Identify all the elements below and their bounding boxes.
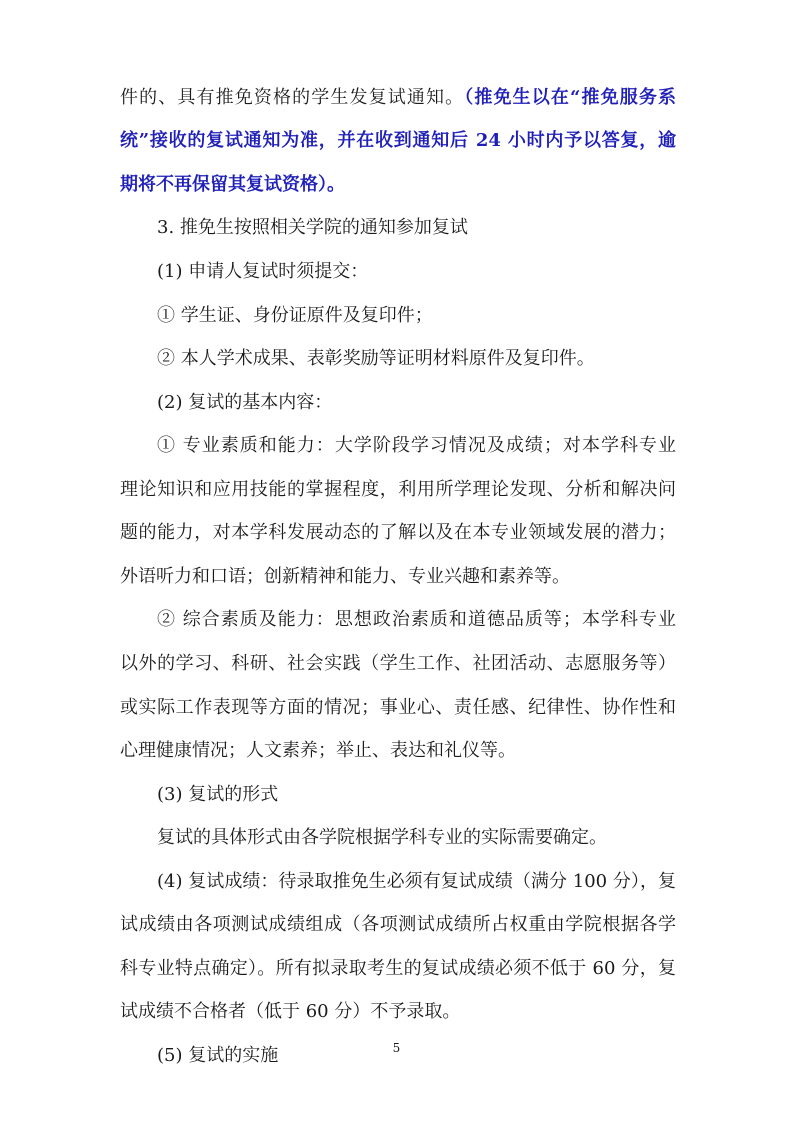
- line-1-highlighted-text: （推免生以在“推免服务系: [464, 87, 676, 108]
- line-1-normal-text: 件的、具有推免资格的学生发复试通知。: [120, 87, 465, 108]
- subheading-2: (2) 复试的基本内容：: [157, 392, 333, 413]
- list-item-2: ② 本人学术成果、表彰奖励等证明材料原件及复印件。: [157, 348, 595, 369]
- paragraph-line-1: [120, 80, 676, 116]
- page-number: 5: [392, 1041, 401, 1055]
- subheading-5: (5) 复试的实施: [157, 1045, 279, 1066]
- paragraph-line-22: 试成绩不合格者（低于 60 分）不予录取。: [120, 1001, 461, 1022]
- paragraph-line-18: 复试的具体形式由各学院根据学科专业的实际需要确定。: [157, 827, 607, 848]
- paragraph-line-21: 科专业特点确定）。所有拟录取考生的复试成绩必须不低于 60 分，复: [120, 958, 676, 979]
- paragraph-line-2: 统”接收的复试通知为准，并在收到通知后 24 小时内予以答复，逾: [120, 130, 676, 151]
- paragraph-line-20: 试成绩由各项测试成绩组成（各项测试成绩所占权重由学院根据各学: [120, 914, 676, 935]
- section-heading-3: 3. 推免生按照相关学院的通知参加复试: [157, 217, 468, 238]
- paragraph-line-16: 心理健康情况；人文素养；举止、表达和礼仪等。: [120, 740, 516, 761]
- list-item-1: ① 学生证、身份证原件及复印件；: [157, 305, 433, 326]
- paragraph-line-12: 外语听力和口语；创新精神和能力、专业兴趣和素养等。: [120, 566, 570, 587]
- subheading-1: (1) 申请人复试时须提交：: [157, 261, 369, 282]
- paragraph-line-11: 题的能力，对本学科发展动态的了解以及在本专业领域发展的潜力；: [120, 522, 676, 543]
- paragraph-line-3: 期将不再保留其复试资格）。: [120, 174, 345, 195]
- paragraph-line-19: (4) 复试成绩：待录取推免生必须有复试成绩（满分 100 分），复: [157, 871, 676, 892]
- paragraph-line-10: 理论知识和应用技能的掌握程度，利用所学理论发现、分析和解决问: [120, 479, 676, 500]
- paragraph-line-15: 或实际工作表现等方面的情况；事业心、责任感、纪律性、协作性和: [120, 697, 676, 718]
- paragraph-line-14: 以外的学习、科研、社会实践（学生工作、社团活动、志愿服务等）: [120, 653, 676, 674]
- paragraph-line-9: ① 专业素质和能力：大学阶段学习情况及成绩；对本学科专业: [157, 435, 676, 456]
- paragraph-line-13: ② 综合素质及能力：思想政治素质和道德品质等；本学科专业: [157, 609, 676, 630]
- subheading-3: (3) 复试的形式: [157, 784, 279, 805]
